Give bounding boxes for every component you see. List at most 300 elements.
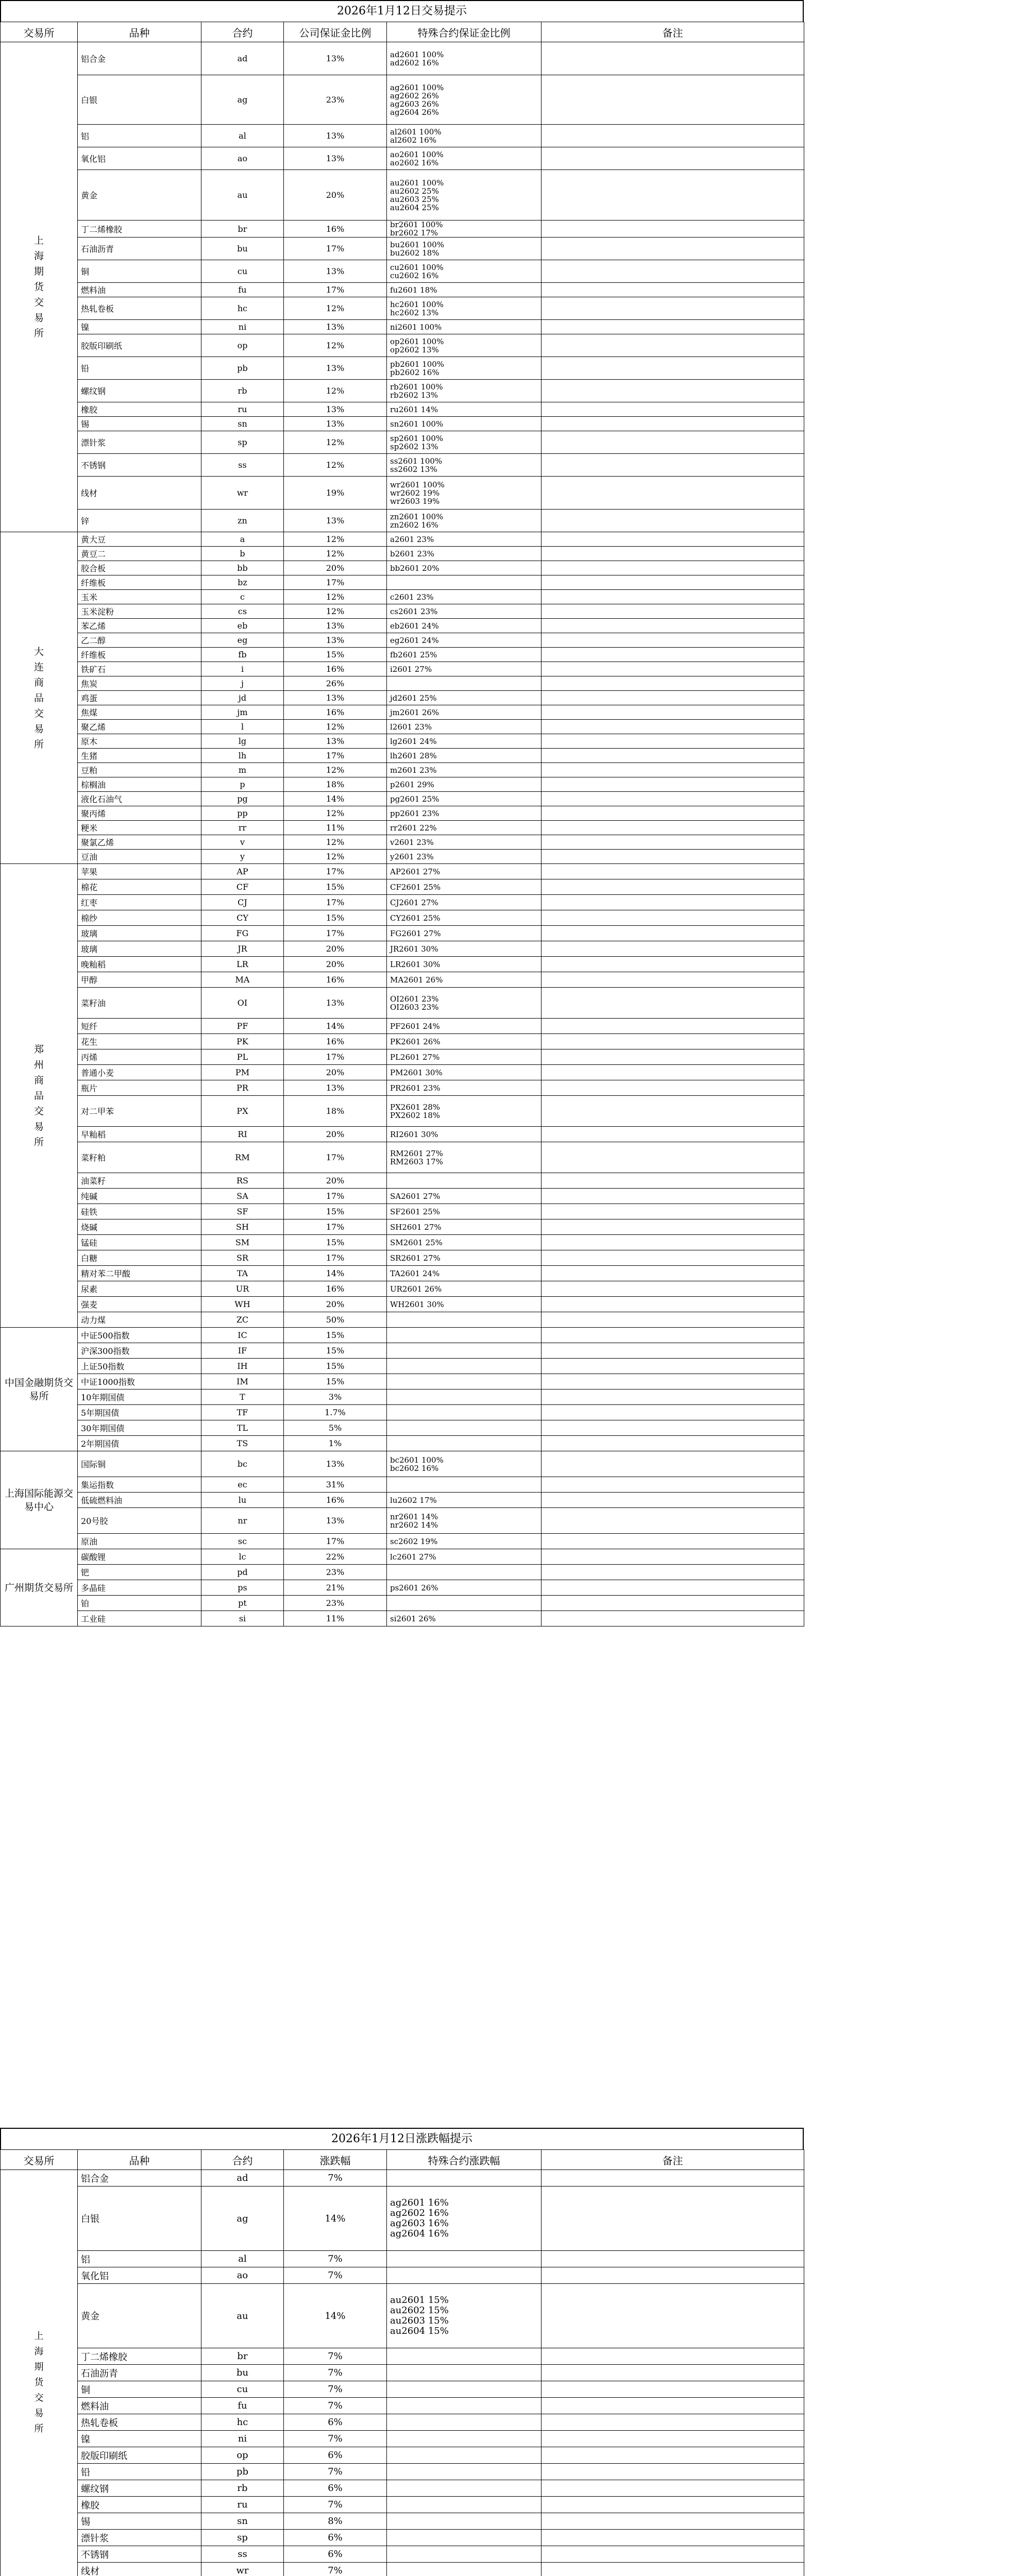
- special-contract-entry: ag2603 16%: [390, 2218, 449, 2229]
- table-row: [1, 720, 804, 734]
- product-name: 漂针浆: [78, 2530, 201, 2546]
- special-contract-entry: au2601 15%: [390, 2295, 449, 2306]
- special-contracts: [387, 431, 542, 454]
- special-contract-entry: FG2601 27%: [390, 928, 441, 938]
- contract-code: ru: [201, 402, 284, 417]
- product-name: 集运指数: [78, 1477, 201, 1493]
- remarks-cell: [542, 238, 804, 260]
- remarks-cell: [542, 1127, 804, 1142]
- rate-value: 15%: [284, 1359, 387, 1374]
- special-contract-entry: sp2601 100%: [390, 433, 444, 443]
- special-contract-entry: hc2602 13%: [390, 308, 439, 317]
- table-row: [1, 510, 804, 532]
- rate-value: 16%: [284, 662, 387, 676]
- product-name: 棕榈油: [78, 777, 201, 792]
- special-contracts: [387, 334, 542, 357]
- contract-code: au: [201, 2284, 284, 2348]
- rate-value: 7%: [284, 2251, 387, 2267]
- margin-table: [0, 22, 804, 1626]
- margin-sheet: [0, 0, 804, 1626]
- remarks-cell: [542, 821, 804, 835]
- product-name: 玻璃: [78, 941, 201, 957]
- special-contracts: [387, 238, 542, 260]
- special-contract-entry: RI2601 30%: [390, 1129, 438, 1139]
- product-name: 线材: [78, 477, 201, 510]
- table-row: [1, 42, 804, 75]
- table-row: [1, 648, 804, 662]
- special-contract-entry: lg2601 24%: [390, 736, 437, 746]
- special-contract-entry: au2602 25%: [390, 186, 439, 196]
- product-name: 20号胶: [78, 1508, 201, 1534]
- special-contracts: [387, 2464, 542, 2480]
- table-row: [1, 431, 804, 454]
- table-row: [1, 1173, 804, 1189]
- table-row: [1, 238, 804, 260]
- contract-code: jm: [201, 705, 284, 720]
- rate-value: 17%: [284, 864, 387, 879]
- rate-value: 23%: [284, 1596, 387, 1611]
- contract-code: SA: [201, 1189, 284, 1204]
- remarks-cell: [542, 1250, 804, 1266]
- remarks-cell: [542, 2365, 804, 2381]
- special-contracts: [387, 1266, 542, 1281]
- table-row: [1, 1235, 804, 1250]
- remarks-cell: [542, 2170, 804, 2187]
- table-row: [1, 1343, 804, 1359]
- product-name: 铁矿石: [78, 662, 201, 676]
- rate-value: 12%: [284, 806, 387, 821]
- special-contracts: [387, 1343, 542, 1359]
- special-contract-entry: pb2602 16%: [390, 367, 439, 377]
- contract-code: bu: [201, 238, 284, 260]
- remarks-cell: [542, 835, 804, 850]
- special-contract-entry: eg2601 24%: [390, 635, 439, 645]
- contract-code: bb: [201, 561, 284, 575]
- product-name: 粳米: [78, 821, 201, 835]
- remarks-cell: [542, 2267, 804, 2284]
- contract-code: ad: [201, 2170, 284, 2187]
- table-row: [1, 1611, 804, 1626]
- special-contract-entry: b2601 23%: [390, 549, 434, 558]
- rate-value: 14%: [284, 2187, 387, 2251]
- remarks-cell: [542, 691, 804, 705]
- table-row: [1, 260, 804, 283]
- special-contracts: [387, 1374, 542, 1389]
- special-contract-entry: au2603 25%: [390, 194, 439, 204]
- table-row: [1, 1534, 804, 1549]
- special-contract-entry: m2601 23%: [390, 765, 437, 775]
- special-contracts: [387, 821, 542, 835]
- special-contracts: [387, 125, 542, 147]
- rate-value: 15%: [284, 1374, 387, 1389]
- remarks-cell: [542, 2530, 804, 2546]
- special-contract-entry: rb2601 100%: [390, 382, 443, 392]
- special-contracts: [387, 590, 542, 604]
- special-contracts: [387, 734, 542, 749]
- special-contract-entry: ps2601 26%: [390, 1583, 438, 1592]
- product-name: 油菜籽: [78, 1173, 201, 1189]
- rate-value: 20%: [284, 561, 387, 575]
- table-row: [1, 1389, 804, 1405]
- rate-value: 17%: [284, 895, 387, 910]
- remarks-cell: [542, 879, 804, 895]
- contract-code: br: [201, 2348, 284, 2365]
- special-contract-entry: UR2601 26%: [390, 1284, 442, 1294]
- rate-value: 12%: [284, 334, 387, 357]
- contract-code: lg: [201, 734, 284, 749]
- special-contracts: [387, 1219, 542, 1235]
- exchange-name: [1, 42, 78, 532]
- rate-value: 17%: [284, 575, 387, 590]
- remarks-cell: [542, 283, 804, 297]
- remarks-cell: [542, 2447, 804, 2464]
- remarks-cell: [542, 1219, 804, 1235]
- table-row: [1, 972, 804, 988]
- rate-value: 13%: [284, 633, 387, 648]
- product-name: 焦煤: [78, 705, 201, 720]
- contract-code: y: [201, 850, 284, 864]
- table-row: [1, 910, 804, 926]
- special-contract-entry: au2604 25%: [390, 202, 439, 212]
- special-contract-entry: si2601 26%: [390, 1614, 436, 1623]
- table-row: [1, 749, 804, 763]
- special-contracts: [387, 357, 542, 380]
- rate-value: 13%: [284, 619, 387, 633]
- remarks-cell: [542, 75, 804, 125]
- rate-value: 21%: [284, 1580, 387, 1596]
- product-name: 黄金: [78, 170, 201, 221]
- special-contracts: [387, 1019, 542, 1034]
- special-contracts: [387, 1096, 542, 1127]
- special-contracts: [387, 454, 542, 477]
- contract-code: au: [201, 170, 284, 221]
- special-contracts: [387, 297, 542, 320]
- special-contracts: [387, 1477, 542, 1493]
- special-contracts: [387, 926, 542, 941]
- product-name: 苯乙烯: [78, 619, 201, 633]
- table-row: [1, 895, 804, 910]
- contract-code: SR: [201, 1250, 284, 1266]
- product-name: 热轧卷板: [78, 2414, 201, 2431]
- rate-value: 6%: [284, 2546, 387, 2563]
- special-contract-entry: ss2601 100%: [390, 456, 443, 466]
- remarks-cell: [542, 988, 804, 1019]
- remarks-cell: [542, 1173, 804, 1189]
- special-contracts: [387, 1534, 542, 1549]
- special-contracts: [387, 1189, 542, 1204]
- table-row: [1, 1250, 804, 1266]
- remarks-cell: [542, 2513, 804, 2530]
- contract-code: pt: [201, 1596, 284, 1611]
- table-row: [1, 1596, 804, 1611]
- product-name: 石油沥青: [78, 2365, 201, 2381]
- special-contracts: [387, 2447, 542, 2464]
- rate-value: 11%: [284, 1611, 387, 1626]
- special-contract-entry: ag2601 16%: [390, 2197, 449, 2208]
- special-contracts: [387, 1359, 542, 1374]
- product-name: 短纤: [78, 1019, 201, 1034]
- product-name: 螺纹钢: [78, 380, 201, 402]
- rate-value: 15%: [284, 910, 387, 926]
- special-contract-entry: PX2602 18%: [390, 1110, 441, 1120]
- rate-value: 23%: [284, 1565, 387, 1580]
- remarks-cell: [542, 648, 804, 662]
- remarks-cell: [542, 380, 804, 402]
- special-contracts: [387, 2431, 542, 2447]
- remarks-cell: [542, 1049, 804, 1065]
- product-name: 黄金: [78, 2284, 201, 2348]
- header-product: 品种: [78, 22, 201, 42]
- remarks-cell: [542, 1019, 804, 1034]
- contract-code: b: [201, 547, 284, 561]
- special-contracts: [387, 2381, 542, 2398]
- product-name: 钯: [78, 1565, 201, 1580]
- rate-value: 13%: [284, 1451, 387, 1477]
- special-contract-entry: SR2601 27%: [390, 1253, 441, 1263]
- table-row: [1, 1477, 804, 1493]
- remarks-cell: [542, 2431, 804, 2447]
- sheet-title: 2026年1月12日涨跌幅提示: [0, 2128, 804, 2149]
- contract-code: LR: [201, 957, 284, 972]
- contract-code: cu: [201, 2381, 284, 2398]
- remarks-cell: [542, 1266, 804, 1281]
- special-contract-entry: v2601 23%: [390, 837, 434, 847]
- remarks-cell: [542, 402, 804, 417]
- rate-value: 11%: [284, 821, 387, 835]
- table-row: [1, 988, 804, 1019]
- product-name: 中证1000指数: [78, 1374, 201, 1389]
- special-contract-entry: op2601 100%: [390, 336, 444, 346]
- product-name: 镍: [78, 2431, 201, 2447]
- special-contracts: [387, 147, 542, 170]
- table-row: [1, 1420, 804, 1436]
- remarks-cell: [542, 763, 804, 777]
- special-contract-entry: pg2601 25%: [390, 794, 439, 804]
- special-contract-entry: TA2601 24%: [390, 1268, 440, 1278]
- exchange-name: [1, 1549, 78, 1626]
- special-contracts: [387, 648, 542, 662]
- special-contract-entry: au2603 15%: [390, 2315, 449, 2326]
- table-row: [1, 850, 804, 864]
- contract-code: ni: [201, 2431, 284, 2447]
- product-name: 玉米: [78, 590, 201, 604]
- rate-value: 13%: [284, 734, 387, 749]
- special-contract-entry: au2604 15%: [390, 2326, 449, 2336]
- rate-value: 20%: [284, 1297, 387, 1312]
- product-name: 热轧卷板: [78, 297, 201, 320]
- product-name: 石油沥青: [78, 238, 201, 260]
- table-row: [1, 2530, 804, 2546]
- table-row: [1, 575, 804, 590]
- remarks-cell: [542, 720, 804, 734]
- special-contracts: [387, 1420, 542, 1436]
- table-row: [1, 1405, 804, 1420]
- rate-value: 17%: [284, 238, 387, 260]
- table-row: [1, 1034, 804, 1049]
- product-name: 鸡蛋: [78, 691, 201, 705]
- table-row: [1, 806, 804, 821]
- exchange-label: 大连商品交易所: [33, 646, 44, 750]
- special-contracts: [387, 806, 542, 821]
- contract-code: ps: [201, 1580, 284, 1596]
- contract-code: m: [201, 763, 284, 777]
- remarks-cell: [542, 561, 804, 575]
- remarks-cell: [542, 1508, 804, 1534]
- header-exchange: 交易所: [1, 2150, 78, 2170]
- remarks-cell: [542, 532, 804, 547]
- product-name: 菜籽粕: [78, 1142, 201, 1173]
- contract-code: si: [201, 1611, 284, 1626]
- table-row: [1, 2480, 804, 2497]
- rate-value: 13%: [284, 417, 387, 431]
- product-name: 棉纱: [78, 910, 201, 926]
- special-contract-entry: bc2601 100%: [390, 1455, 444, 1465]
- product-name: 5年期国债: [78, 1405, 201, 1420]
- remarks-cell: [542, 662, 804, 676]
- rate-value: 6%: [284, 2530, 387, 2546]
- product-name: 上证50指数: [78, 1359, 201, 1374]
- product-name: 2年期国债: [78, 1436, 201, 1451]
- rate-value: 20%: [284, 1173, 387, 1189]
- rate-value: 12%: [284, 763, 387, 777]
- special-contract-entry: nr2601 14%: [390, 1512, 438, 1521]
- contract-code: PR: [201, 1080, 284, 1096]
- table-row: [1, 2464, 804, 2480]
- product-name: 生猪: [78, 749, 201, 763]
- rate-value: 16%: [284, 972, 387, 988]
- remarks-cell: [542, 334, 804, 357]
- special-contract-entry: sc2602 19%: [390, 1536, 438, 1546]
- table-row: [1, 2251, 804, 2267]
- table-row: [1, 334, 804, 357]
- product-name: 白银: [78, 75, 201, 125]
- contract-code: MA: [201, 972, 284, 988]
- product-name: 甲醇: [78, 972, 201, 988]
- remarks-cell: [542, 910, 804, 926]
- special-contracts: [387, 2480, 542, 2497]
- special-contract-entry: PK2601 26%: [390, 1037, 441, 1046]
- special-contract-entry: cs2601 23%: [390, 606, 438, 616]
- special-contract-entry: ag2603 26%: [390, 99, 439, 109]
- product-name: 铜: [78, 2381, 201, 2398]
- product-name: 瓶片: [78, 1080, 201, 1096]
- remarks-cell: [542, 1328, 804, 1343]
- limit-table: [0, 2149, 804, 2576]
- product-name: 碳酸锂: [78, 1549, 201, 1565]
- remarks-cell: [542, 1596, 804, 1611]
- special-contracts: [387, 676, 542, 691]
- rate-value: 13%: [284, 1508, 387, 1534]
- rate-value: 12%: [284, 604, 387, 619]
- rate-value: 13%: [284, 402, 387, 417]
- remarks-cell: [542, 1477, 804, 1493]
- special-contract-entry: RM2601 27%: [390, 1148, 443, 1158]
- remarks-cell: [542, 777, 804, 792]
- special-contracts: [387, 792, 542, 806]
- contract-code: IM: [201, 1374, 284, 1389]
- contract-code: op: [201, 334, 284, 357]
- special-contracts: [387, 380, 542, 402]
- product-name: 铝合金: [78, 2170, 201, 2187]
- rate-value: 17%: [284, 1049, 387, 1065]
- special-contracts: [387, 260, 542, 283]
- special-contract-entry: CY2601 25%: [390, 913, 441, 923]
- remarks-cell: [542, 604, 804, 619]
- special-contract-entry: ag2604 26%: [390, 107, 439, 117]
- special-contract-entry: hc2601 100%: [390, 299, 444, 309]
- contract-code: CJ: [201, 895, 284, 910]
- exchange-name: [1, 1451, 78, 1549]
- contract-code: TL: [201, 1420, 284, 1436]
- product-name: 丁二烯橡胶: [78, 221, 201, 238]
- rate-value: 17%: [284, 283, 387, 297]
- rate-value: 20%: [284, 957, 387, 972]
- special-contracts: [387, 2546, 542, 2563]
- header-contract: 合约: [201, 22, 284, 42]
- rate-value: 16%: [284, 1034, 387, 1049]
- contract-code: ao: [201, 147, 284, 170]
- table-row: [1, 1127, 804, 1142]
- header-limit-rate: 涨跌幅: [284, 2150, 387, 2170]
- special-contract-entry: cu2602 16%: [390, 270, 439, 280]
- remarks-cell: [542, 1034, 804, 1049]
- contract-code: rb: [201, 380, 284, 402]
- special-contract-entry: RM2603 17%: [390, 1157, 443, 1166]
- special-contracts: [387, 957, 542, 972]
- special-contract-entry: CF2601 25%: [390, 882, 441, 892]
- rate-value: 16%: [284, 221, 387, 238]
- special-contract-entry: PX2601 28%: [390, 1102, 441, 1112]
- contract-code: ni: [201, 320, 284, 334]
- sheet-title: 2026年1月12日交易提示: [0, 0, 804, 22]
- header-exchange: 交易所: [1, 22, 78, 42]
- product-name: 锌: [78, 510, 201, 532]
- product-name: 不锈钢: [78, 2546, 201, 2563]
- contract-code: AP: [201, 864, 284, 879]
- remarks-cell: [542, 2187, 804, 2251]
- contract-code: CF: [201, 879, 284, 895]
- table-row: [1, 2398, 804, 2414]
- header-row: [1, 2150, 804, 2170]
- special-contract-entry: zn2601 100%: [390, 512, 444, 521]
- remarks-cell: [542, 320, 804, 334]
- special-contracts: [387, 763, 542, 777]
- exchange-name: [1, 532, 78, 864]
- special-contract-entry: au2602 15%: [390, 2305, 449, 2316]
- contract-code: br: [201, 221, 284, 238]
- contract-code: bu: [201, 2365, 284, 2381]
- rate-value: 1%: [284, 1436, 387, 1451]
- product-name: 氧化铝: [78, 147, 201, 170]
- remarks-cell: [542, 1096, 804, 1127]
- special-contracts: [387, 941, 542, 957]
- contract-code: wr: [201, 2563, 284, 2576]
- remarks-cell: [542, 1436, 804, 1451]
- special-contract-entry: ag2601 100%: [390, 82, 444, 92]
- contract-code: cu: [201, 260, 284, 283]
- table-row: [1, 691, 804, 705]
- product-name: 早籼稻: [78, 1127, 201, 1142]
- table-row: [1, 170, 804, 221]
- table-row: [1, 1189, 804, 1204]
- table-row: [1, 320, 804, 334]
- product-name: 30年期国债: [78, 1420, 201, 1436]
- remarks-cell: [542, 895, 804, 910]
- product-name: 动力煤: [78, 1312, 201, 1328]
- special-contract-entry: ag2602 26%: [390, 91, 439, 100]
- remarks-cell: [542, 926, 804, 941]
- special-contracts: [387, 1127, 542, 1142]
